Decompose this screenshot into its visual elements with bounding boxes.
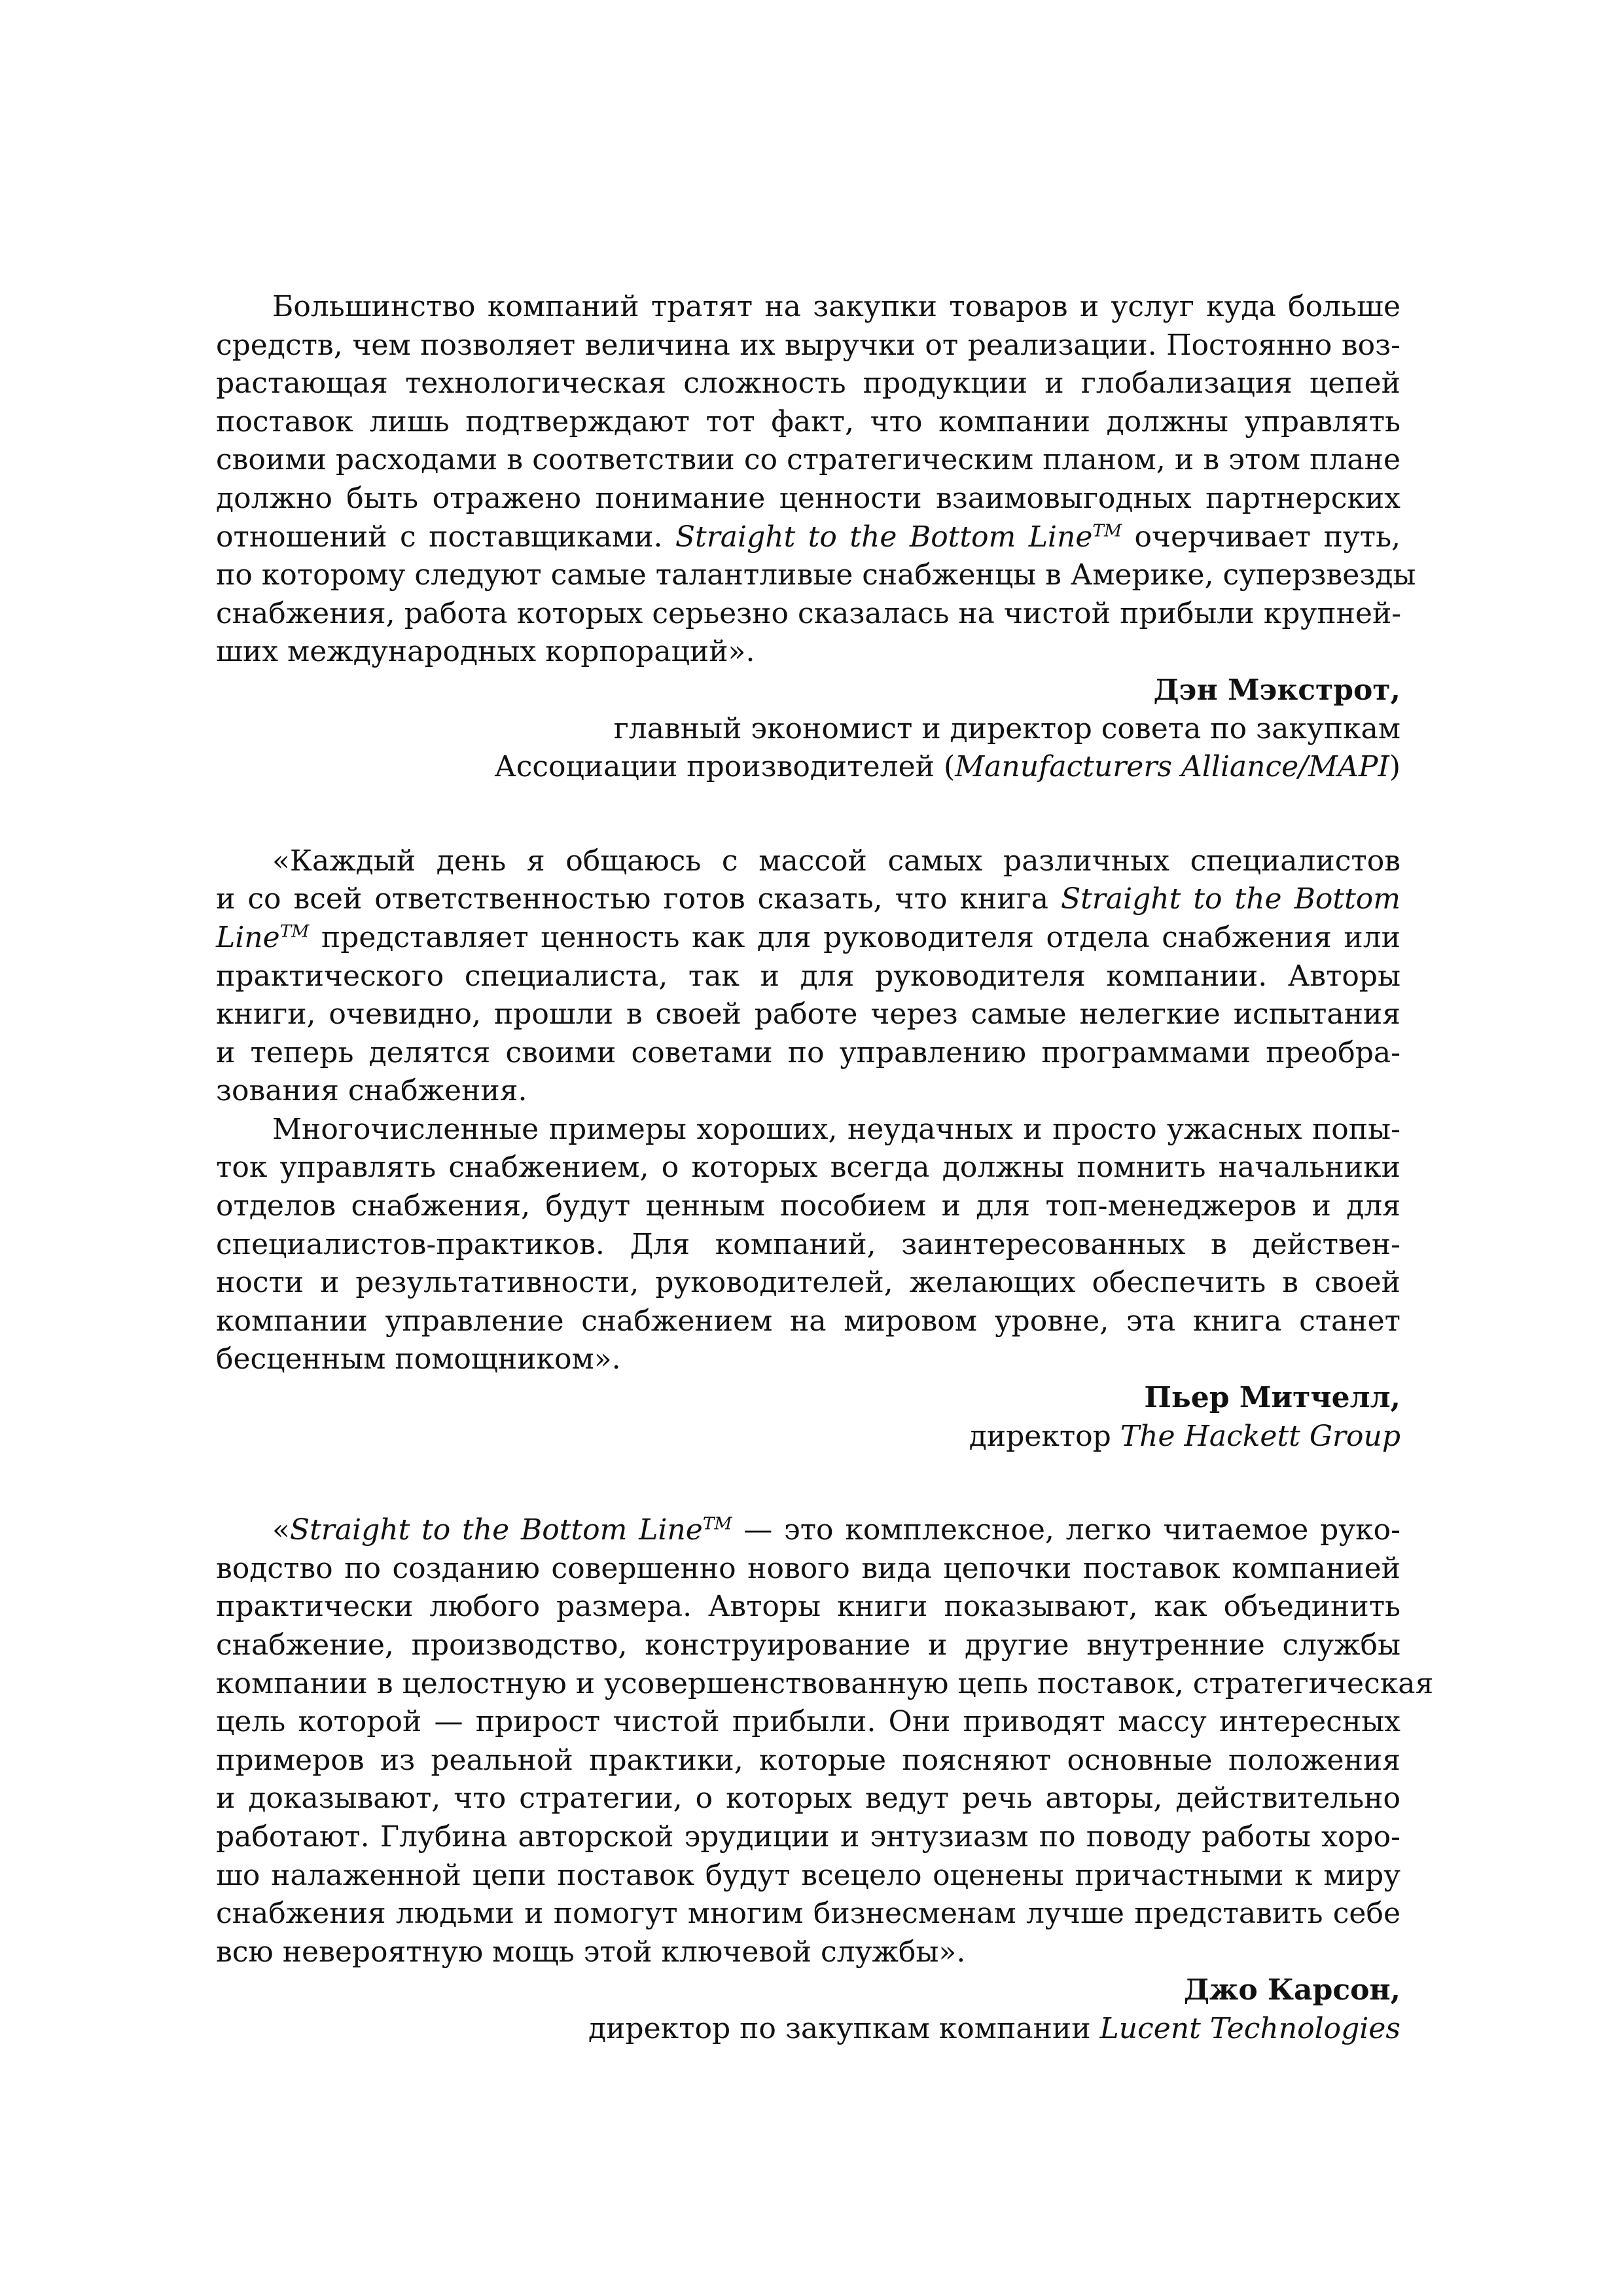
text-line: практического специалиста, так и для руководителя компании. Авторы [216,959,1400,993]
text-line: отношений с поставщиками. Straight to the Bottom Line™ очерчивает путь, [216,520,1401,554]
text-line: средств, чем позволяет величина их выручки от реализации. Постоянно воз- [216,328,1400,362]
text-line: зования снабжения. [216,1074,527,1108]
text-line: отделов снабжения, будут ценным пособием и для топ-менеджеров и для [216,1189,1400,1223]
text-line: книги, очевидно, прошли в своей работе через самые нелегкие испытания [216,997,1400,1031]
text-line: должно быть отражено понимание ценности взаимовыгодных партнерских [216,481,1400,515]
text-line: и со всей ответственностью готов сказать, что книга Straight to the Bottom [216,882,1400,916]
author-name: Джо Карсон, [1183,1973,1400,2007]
endorsement-carson [216,1511,1434,2048]
text-line: специалистов-практиков. Для компаний, заинтересованных в действен- [216,1227,1400,1261]
text-line: и доказывают, что стратегии, о которых ведут речь авторы, действительно [216,1782,1400,1816]
text-line: растающая технологическая сложность продукции и глобализация цепей [216,367,1400,401]
attribution [216,1971,1400,2048]
text-line: снабжение, производство, конструирование и другие внутренние службы [216,1628,1400,1662]
author-name: Дэн Мэкстрот, [1153,673,1400,707]
quote-paragraph [216,1511,1434,1971]
text-line: примеров из реальной практики, которые поясняют основные положения [216,1743,1400,1777]
text-line: компании управление снабжением на мировом уровне, эта книга станет [216,1304,1400,1338]
text-line: и теперь делятся своими советами по управлению программами преобра- [216,1035,1400,1069]
text-line: шо налаженной цепи поставок будут всецело оценены причастными к миру [216,1858,1400,1892]
endorsement-maxtrot [216,288,1416,787]
author-title: директор The Hackett Group [969,1419,1400,1453]
text-line: ших международных корпораций». [216,635,755,669]
text-line: ности и результативности, руководителей, желающих обеспечить в своей [216,1266,1400,1300]
document-page [216,288,1434,2049]
text-line: практически любого размера. Авторы книги показывают, как объединить [216,1590,1400,1624]
author-title: главный экономист и директор совета по закупкам [613,711,1400,745]
text-line: ток управлять снабжением, о которых всегда должны помнить начальники [216,1151,1400,1185]
text-line: «Каждый день я общаюсь с массой самых различных специалистов [272,844,1400,878]
text-line: работают. Глубина авторской эрудиции и энтузиазм по поводу работы хоро- [216,1820,1400,1854]
text-line: по которому следуют самые талантливые снабженцы в Америке, суперзвезды [216,558,1416,592]
text-line: снабжения людьми и помогут многим бизнесменам лучше представить себе [216,1897,1400,1931]
text-line: водство по созданию совершенно нового вида цепочки поставок компанией [216,1551,1400,1585]
quote-paragraph [216,842,1400,1111]
endorsement-mitchell [216,842,1400,1456]
text-line: своими расходами в соответствии со стратегическим планом, и в этом плане [216,443,1400,477]
text-line: Большинство компаний тратят на закупки товаров и услуг куда больше [272,290,1400,323]
text-line: снабжения, работа которых серьезно сказалась на чистой прибыли крупней- [216,596,1402,630]
text-line: компании в целостную и усовершенствованную цепь поставок, стратегическая [216,1666,1434,1700]
attribution [216,1379,1400,1456]
text-line: бесценным помощником». [216,1342,621,1376]
text-line: Line™ представляет ценность как для руководителя отдела снабжения или [216,920,1400,954]
author-name: Пьер Митчелл, [1144,1381,1400,1415]
author-organization: Ассоциации производителей (Manufacturers Alliance/MAPI) [494,750,1400,784]
author-title: директор по закупкам компании Lucent Technologies [588,2011,1400,2045]
text-line: Многочисленные примеры хороших, неудачных и просто ужасных попы- [272,1112,1400,1146]
attribution [216,672,1400,787]
quote-paragraph [216,288,1416,672]
quote-paragraph [216,1111,1400,1379]
text-line: всю невероятную мощь этой ключевой службы». [216,1935,966,1969]
text-line: «Straight to the Bottom Line™ — это комплексное, легко читаемое руко- [272,1513,1401,1547]
text-line: цель которой — прирост чистой прибыли. Они приводят массу интересных [216,1705,1400,1739]
text-line: поставок лишь подтверждают тот факт, что компании должны управлять [216,404,1400,439]
